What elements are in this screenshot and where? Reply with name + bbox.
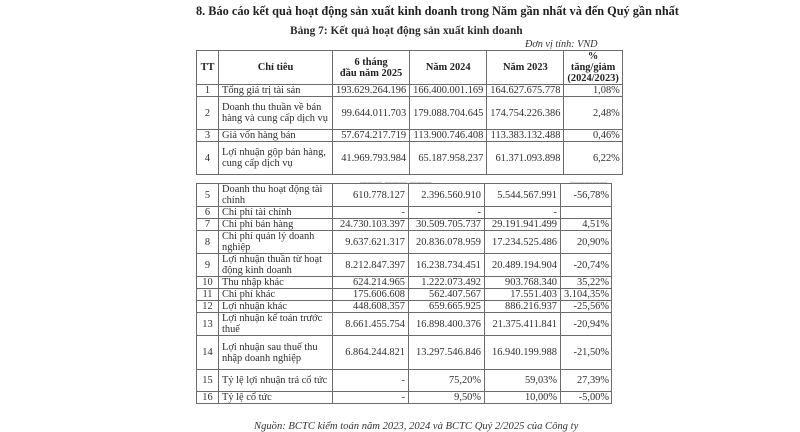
table-row	[197, 289, 612, 301]
value-2023: 61.371.093.898	[487, 142, 564, 175]
ghost-text: ▬▬▬▬▬	[570, 178, 608, 186]
header-change-line2: (2024/2023)	[567, 73, 619, 84]
row-number: 2	[197, 97, 219, 130]
value-2024: 65.187.958.237	[410, 142, 487, 175]
value-2023: 29.191.941.499	[485, 219, 561, 231]
table-header-row	[197, 51, 623, 85]
section-heading: 8. Báo cáo kết quả hoạt động sản xuất kinh doanh trong Năm gần nhất và đến Quý gần nhất	[196, 4, 679, 18]
table-row	[197, 301, 612, 313]
header-change-line1: % tăng/giảm	[570, 51, 616, 73]
row-number: 4	[197, 142, 219, 175]
value-2024: 16.238.734.451	[409, 254, 485, 277]
row-number: 1	[197, 85, 219, 97]
row-number: 14	[197, 336, 219, 370]
value-h1-2025: 41.969.793.984	[333, 142, 410, 175]
value-change: 0,46%	[564, 130, 622, 142]
value-2023: 174.754.226.386	[487, 97, 564, 130]
value-2023: 59,03%	[485, 370, 561, 392]
row-label: Lợi nhuận kế toán trước thuế	[219, 313, 333, 336]
table-row	[197, 142, 623, 175]
row-label: Giá vốn hàng bán	[219, 130, 333, 142]
table-row	[197, 336, 612, 370]
value-change: -25,56%	[561, 301, 612, 313]
value-2024: 166.400.001.169	[410, 85, 487, 97]
value-2023: 16.940.199.988	[485, 336, 561, 370]
row-label: Tỷ lệ lợi nhuận trả cổ tức	[219, 370, 333, 392]
value-2024: -	[409, 207, 485, 219]
value-2024: 1.222.073.492	[409, 277, 485, 289]
table-row	[197, 85, 623, 97]
value-2024: 75,20%	[409, 370, 485, 392]
row-number: 15	[197, 370, 219, 392]
table-row	[197, 254, 612, 277]
value-2023: 20.489.194.904	[485, 254, 561, 277]
value-change: 4,51%	[561, 219, 612, 231]
table-row	[197, 97, 623, 130]
value-2024: 562.407.567	[409, 289, 485, 301]
table-row	[197, 130, 623, 142]
row-label: Lợi nhuận gộp bán hàng, cung cấp dịch vụ	[219, 142, 333, 175]
row-label: Tỷ lệ cổ tức	[219, 392, 333, 404]
row-number: 8	[197, 231, 219, 254]
header-h1-2025	[333, 51, 410, 85]
row-number: 12	[197, 301, 219, 313]
value-change: 6,22%	[564, 142, 622, 175]
value-h1-2025: -	[333, 392, 409, 404]
row-number: 9	[197, 254, 219, 277]
table-row	[197, 231, 612, 254]
value-change: -21,50%	[561, 336, 612, 370]
value-2024: 30.509.705.737	[409, 219, 485, 231]
value-change: 3.104,35%	[561, 289, 612, 301]
table-row	[197, 392, 612, 404]
value-2024: 20.836.078.959	[409, 231, 485, 254]
unit-note: Đơn vị tính: VND	[525, 39, 598, 50]
value-2023: 5.544.567.991	[485, 184, 561, 207]
ghost-text: ▬▬▬ ▬▬▬ ▬▬▬	[360, 178, 432, 186]
value-2024: 13.297.546.846	[409, 336, 485, 370]
value-2024: 2.396.560.910	[409, 184, 485, 207]
value-h1-2025: 57.674.217.719	[333, 130, 410, 142]
value-h1-2025: -	[333, 207, 409, 219]
results-table-part-1	[196, 50, 623, 175]
value-h1-2025: 610.778.127	[333, 184, 409, 207]
value-change: -5,00%	[561, 392, 612, 404]
value-h1-2025: -	[333, 370, 409, 392]
table-row	[197, 313, 612, 336]
value-h1-2025: 8.661.455.754	[333, 313, 409, 336]
table-row	[197, 277, 612, 289]
value-2024: 113.900.746.408	[410, 130, 487, 142]
row-label: Doanh thu thuần về bán hàng và cung cấp dịch vụ	[219, 97, 333, 130]
value-2023: 10,00%	[485, 392, 561, 404]
table-row	[197, 207, 612, 219]
value-h1-2025: 6.864.244.821	[333, 336, 409, 370]
table-row	[197, 184, 612, 207]
row-label: Tổng giá trị tài sản	[219, 85, 333, 97]
value-2023: 113.383.132.488	[487, 130, 564, 142]
row-number: 5	[197, 184, 219, 207]
row-label: Lợi nhuận sau thuế thu nhập doanh nghiệp	[219, 336, 333, 370]
header-h1-2025-line2: đầu năm 2025	[339, 67, 403, 79]
row-number: 13	[197, 313, 219, 336]
header-chi-tieu: Chỉ tiêu	[219, 51, 333, 85]
value-change: 2,48%	[564, 97, 622, 130]
row-number: 6	[197, 207, 219, 219]
value-h1-2025: 8.212.847.397	[333, 254, 409, 277]
header-h1-2025-line1: 6 tháng	[354, 56, 388, 68]
value-2024: 179.088.704.645	[410, 97, 487, 130]
source-note: Nguồn: BCTC kiểm toán năm 2023, 2024 và BCTC Quý 2/2025 của Công ty	[254, 421, 579, 432]
value-2023: 21.375.411.841	[485, 313, 561, 336]
row-number: 3	[197, 130, 219, 142]
value-change: 1,08%	[564, 85, 622, 97]
value-h1-2025: 193.629.264.196	[333, 85, 410, 97]
row-label: Lợi nhuận khác	[219, 301, 333, 313]
value-change: 35,22%	[561, 277, 612, 289]
value-h1-2025: 448.608.357	[333, 301, 409, 313]
row-label: Chi phí khác	[219, 289, 333, 301]
header-2024: Năm 2024	[410, 51, 487, 85]
header-change	[564, 51, 622, 85]
row-number: 11	[197, 289, 219, 301]
row-number: 16	[197, 392, 219, 404]
value-change: 20,90%	[561, 231, 612, 254]
value-2023: 17.234.525.486	[485, 231, 561, 254]
value-change: -56,78%	[561, 184, 612, 207]
value-2023: 164.627.675.778	[487, 85, 564, 97]
row-label: Thu nhập khác	[219, 277, 333, 289]
value-h1-2025: 175.606.608	[333, 289, 409, 301]
table-row	[197, 219, 612, 231]
row-label: Lợi nhuận thuần từ hoạt động kinh doanh	[219, 254, 333, 277]
row-label: Doanh thu hoạt động tài chính	[219, 184, 333, 207]
row-number: 10	[197, 277, 219, 289]
value-change	[561, 207, 612, 219]
table-row	[197, 370, 612, 392]
value-h1-2025: 624.214.965	[333, 277, 409, 289]
header-tt: TT	[197, 51, 219, 85]
row-label: Chi phí bán hàng	[219, 219, 333, 231]
value-2023: 886.216.937	[485, 301, 561, 313]
value-2023: 903.768.340	[485, 277, 561, 289]
value-h1-2025: 24.730.103.397	[333, 219, 409, 231]
table-caption: Bảng 7: Kết quả hoạt động sản xuất kinh doanh	[290, 25, 523, 37]
value-2024: 16.898.400.376	[409, 313, 485, 336]
value-change: -20,74%	[561, 254, 612, 277]
row-number: 7	[197, 219, 219, 231]
value-change: -20,94%	[561, 313, 612, 336]
value-change: 27,39%	[561, 370, 612, 392]
row-label: Chi phí tài chính	[219, 207, 333, 219]
row-label: Chi phí quản lý doanh nghiệp	[219, 231, 333, 254]
value-h1-2025: 9.637.621.317	[333, 231, 409, 254]
header-2023: Năm 2023	[487, 51, 564, 85]
value-h1-2025: 99.644.011.703	[333, 97, 410, 130]
results-table-part-2	[196, 183, 612, 404]
value-2023: 17.551.403	[485, 289, 561, 301]
value-2023: -	[485, 207, 561, 219]
value-2024: 659.665.925	[409, 301, 485, 313]
value-2024: 9,50%	[409, 392, 485, 404]
